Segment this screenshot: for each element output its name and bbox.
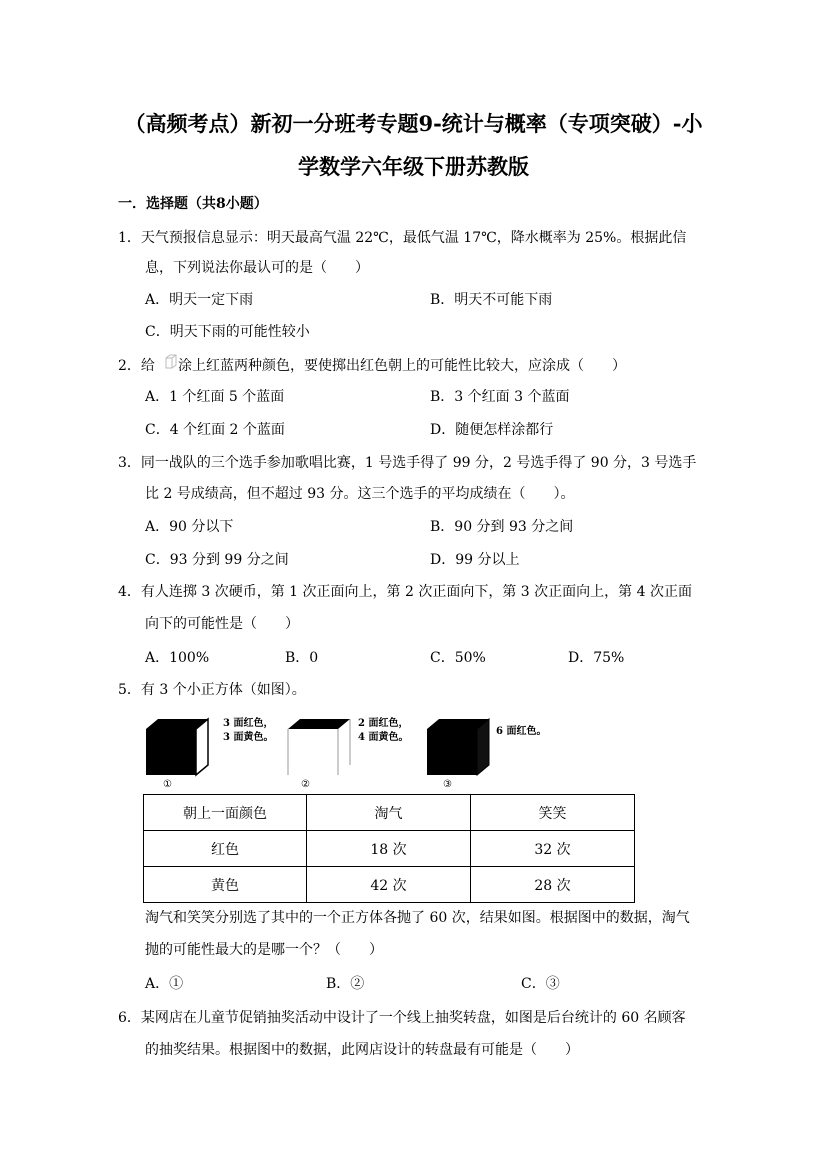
cube-3-label: 6 面红色。 (496, 726, 547, 737)
q2-option-b: B．3 个红面 3 个蓝面 (430, 389, 570, 405)
cube-1-illustration (144, 717, 210, 777)
table-row (144, 831, 635, 867)
table-cell: 42 次 (307, 867, 471, 903)
q3-option-a: A．90 分以下 (145, 519, 234, 535)
q5-stem-line-2: 淘气和笑笑分别选了其中的一个正方体各抛了 60 次，结果如图。根据图中的数据，淘气 (145, 910, 690, 926)
q5-option-b: B．② (326, 976, 365, 992)
q1-option-c: C．明天下雨的可能性较小 (145, 324, 310, 340)
section-heading: 一．选择题（共8小题） (118, 196, 268, 212)
document-title-line-2: 学数学六年级下册苏教版 (298, 154, 529, 179)
table-cell: 28 次 (471, 867, 635, 903)
table-cell: 18 次 (307, 831, 471, 867)
cubes-figure (140, 713, 600, 793)
q4-option-d: D．75% (568, 650, 625, 666)
q2-option-d: D．随便怎样涂都行 (430, 422, 554, 438)
table-header-color: 朝上一面颜色 (144, 795, 307, 831)
document-title-line-1: （高频考点）新初一分班考专题9-统计与概率（专项突破）-小 (124, 111, 703, 136)
q3-option-b: B．90 分到 93 分之间 (430, 519, 574, 535)
table-cell: 红色 (144, 831, 307, 867)
q5-option-a: A．① (145, 976, 184, 992)
cube-2-number: ② (301, 779, 310, 790)
table-row (144, 867, 635, 903)
q1-option-a: A．明天一定下雨 (145, 292, 254, 308)
q5-stem-line-3: 抛的可能性最大的是哪一个？（ ） (145, 942, 383, 958)
q1-option-b: B．明天不可能下雨 (430, 292, 553, 308)
cube-2-illustration (286, 717, 352, 777)
q3-option-d: D．99 分以上 (430, 552, 520, 568)
q3-stem-line-1: 3．同一战队的三个选手参加歌唱比赛，1 号选手得了 99 分，2 号选手得了 90 分，3 号选手 (118, 455, 697, 471)
q2-stem-start: 2．给 (118, 358, 155, 374)
cube-3-number: ③ (443, 779, 452, 790)
q5-option-c: C．③ (521, 976, 560, 992)
table-cell: 32 次 (471, 831, 635, 867)
cube-3-illustration (425, 717, 491, 777)
q4-stem-line-2: 向下的可能性是（ ） (145, 616, 299, 632)
table-cell: 黄色 (144, 867, 307, 903)
dice-cube-icon (163, 354, 177, 370)
q4-option-a: A．100% (145, 650, 210, 666)
table-header-row (144, 795, 635, 831)
q2-option-a: A．1 个红面 5 个蓝面 (145, 389, 285, 405)
cube-2-label: 2 面红色， 4 面黄色。 (358, 718, 409, 743)
q4-stem-line-1: 4．有人连掷 3 次硬币，第 1 次正面向上，第 2 次正面向下，第 3 次正面向上，第 4 次正面 (118, 584, 692, 600)
q3-option-c: C．93 分到 99 分之间 (145, 552, 289, 568)
table-header-taoqi: 淘气 (307, 795, 471, 831)
q4-option-c: C．50% (430, 650, 486, 666)
cube-1-number: ① (163, 779, 172, 790)
q2-option-c: C．4 个红面 2 个蓝面 (145, 422, 285, 438)
q6-stem-line-2: 的抽奖结果。根据图中的数据，此网店设计的转盘最有可能是（ ） (145, 1042, 579, 1058)
results-table (143, 794, 635, 903)
q1-stem-line-1: 1．天气预报信息显示：明天最高气温 22℃，最低气温 17℃，降水概率为 25%。根据此信 (118, 230, 687, 246)
cube-1-label: 3 面红色， 3 面黄色。 (223, 718, 274, 743)
q1-stem-line-2: 息，下列说法你最认可的是（ ） (145, 260, 369, 276)
q4-option-b: B．0 (285, 650, 319, 666)
table-header-xiaoxiao: 笑笑 (471, 795, 635, 831)
q6-stem-line-1: 6．某网店在儿童节促销抽奖活动中设计了一个线上抽奖转盘，如图是后台统计的 60 名顾客 (118, 1010, 686, 1026)
q5-stem-line-1: 5．有 3 个小正方体（如图）。 (118, 682, 306, 698)
q3-stem-line-2: 比 2 号成绩高，但不超过 93 分。这三个选手的平均成绩在（ ）。 (145, 486, 575, 502)
q2-stem-rest: 涂上红蓝两种颜色，要使掷出红色朝上的可能性比较大，应涂成（ ） (178, 358, 626, 374)
